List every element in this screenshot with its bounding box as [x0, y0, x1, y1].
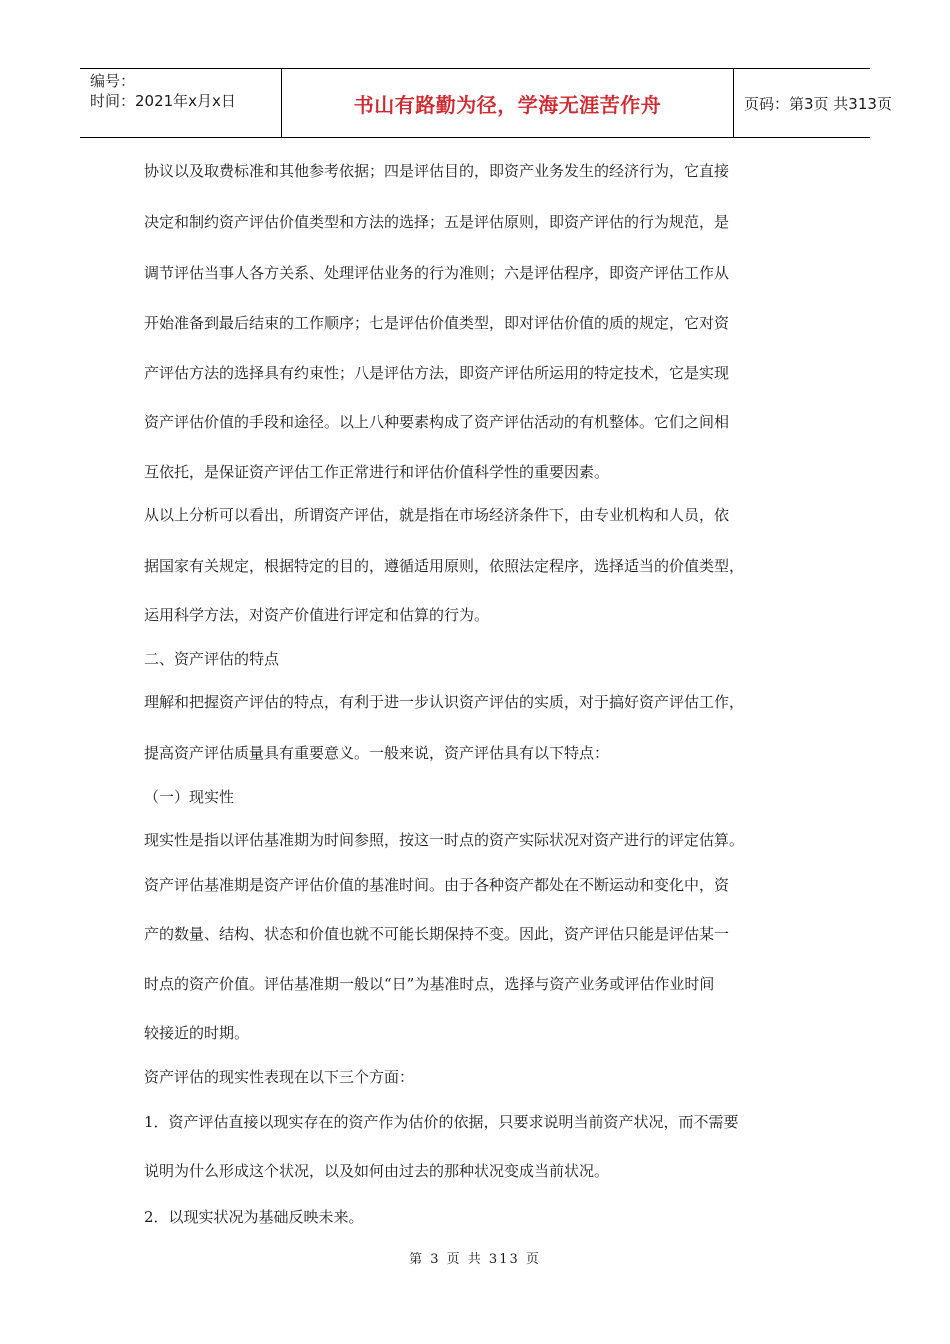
body-line: 从以上分析可以看出，所谓资产评估，就是指在市场经济条件下，由专业机构和人员，依 — [144, 506, 730, 524]
subsection-heading: （一）现实性 — [144, 788, 235, 806]
body-line: 资产评估的现实性表现在以下三个方面： — [144, 1068, 415, 1086]
document-number-label: 编号： — [90, 72, 136, 90]
body-line: 产评估方法的选择具有约束性；八是评估方法，即资产评估所运用的特定技术，它是实现 — [144, 364, 730, 382]
section-heading: 二、资产评估的特点 — [144, 650, 280, 668]
document-date-label: 时间：2021年x月x日 — [90, 92, 236, 110]
body-line: 1．资产评估直接以现实存在的资产作为估价的依据，只要求说明当前资产状况，而不需要 — [144, 1113, 739, 1131]
header-meta — [80, 69, 282, 137]
body-line: 2．以现实状况为基础反映未来。 — [144, 1208, 364, 1226]
body-line: 据国家有关规定，根据特定的目的，遵循适用原则，依照法定程序，选择适当的价值类型， — [144, 557, 745, 575]
body-line: 协议以及取费标准和其他参考依据；四是评估目的，即资产业务发生的经济行为，它直接 — [144, 162, 730, 180]
body-line: 资产评估基准期是资产评估价值的基准时间。由于各种资产都处在不断运动和变化中，资 — [144, 876, 730, 894]
body-line: 开始准备到最后结束的工作顺序；七是评估价值类型，即对评估价值的质的规定，它对资 — [144, 314, 730, 332]
body-line: 互依托，是保证资产评估工作正常进行和评估价值科学性的重要因素。 — [144, 463, 610, 481]
header-motto-cell — [282, 69, 734, 137]
body-line: 调节评估当事人各方关系、处理评估业务的行为准则；六是评估程序，即资产评估工作从 — [144, 264, 730, 282]
body-line: 较接近的时期。 — [144, 1024, 250, 1042]
body-line: 现实性是指以评估基准期为时间参照，按这一时点的资产实际状况对资产进行的评定估算。 — [144, 831, 745, 849]
page-header — [80, 68, 892, 138]
body-line: 时点的资产价值。评估基准期一般以“日”为基准时点，选择与资产业务或评估作业时间 — [144, 975, 715, 993]
body-line: 运用科学方法，对资产价值进行评定和估算的行为。 — [144, 606, 490, 624]
header-motto: 书山有路勤为径，学海无涯苦作舟 — [353, 92, 662, 117]
header-page-number: 页码：第3页 共313页 — [744, 94, 892, 113]
body-line: 说明为什么形成这个状况，以及如何由过去的那种状况变成当前状况。 — [144, 1162, 610, 1180]
body-line: 理解和把握资产评估的特点，有利于进一步认识资产评估的实质，对于搞好资产评估工作， — [144, 693, 745, 711]
body-line: 提高资产评估质量具有重要意义。一般来说，资产评估具有以下特点： — [144, 744, 610, 762]
body-line: 产的数量、结构、状态和价值也就不可能长期保持不变。因此，资产评估只能是评估某一 — [144, 925, 730, 943]
body-line: 决定和制约资产评估价值类型和方法的选择；五是评估原则，即资产评估的行为规范，是 — [144, 213, 730, 231]
page-footer: 第 3 页 共 313 页 — [409, 1252, 541, 1267]
body-line: 资产评估价值的手段和途径。以上八种要素构成了资产评估活动的有机整体。它们之间相 — [144, 413, 730, 431]
